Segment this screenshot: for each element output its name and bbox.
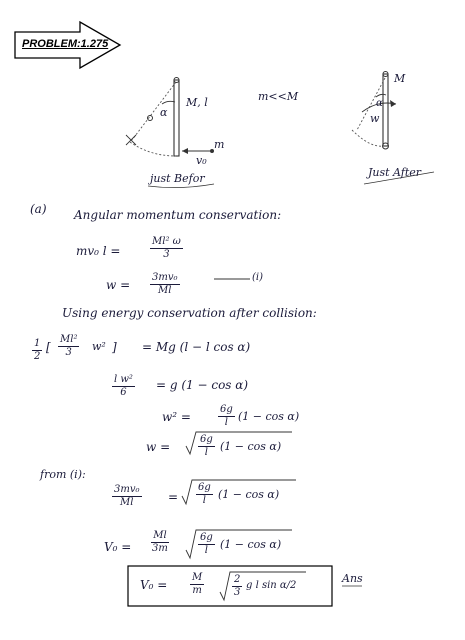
eq1-lhs: mv₀ l =	[76, 244, 121, 258]
eq7-tail: (1 − cos α)	[218, 488, 280, 501]
eq8-rad-den: l	[204, 545, 208, 556]
velocity-label-before: v₀	[196, 154, 207, 167]
eq3-rhs: = Mg (l − l cos α)	[142, 340, 251, 354]
eq7-rad-num: 6g	[198, 482, 211, 493]
eq5-num: 6g	[220, 404, 233, 415]
eq3-open-bracket: [	[46, 340, 51, 354]
eq6-num: 6g	[200, 434, 213, 445]
eq7-eq: =	[168, 490, 179, 504]
eq4-rhs: = g (1 − cos α)	[156, 378, 249, 392]
eq1-num: Ml² ω	[152, 236, 181, 247]
mass-label-before: m	[214, 138, 225, 151]
eq2-num: 3mv₀	[152, 272, 178, 283]
eq5-den: l	[224, 417, 228, 428]
eq2-lhs: w =	[106, 278, 131, 292]
from-label: from (i):	[40, 468, 86, 481]
eq3-inner-den: 3	[65, 347, 72, 358]
eq8-coef-num: Ml	[153, 530, 167, 541]
omega-label-after: w	[370, 112, 380, 125]
problem-title: PROBLEM:1.275	[22, 38, 109, 50]
eq6-lhs: w =	[146, 440, 171, 454]
eq3-half-num: 1	[34, 338, 41, 349]
final-rad-fraction	[232, 574, 242, 599]
rod-label: M, l	[186, 96, 208, 109]
eq8-tail: (1 − cos α)	[220, 538, 282, 551]
eq8-lhs: V₀ =	[104, 540, 132, 554]
eq3-close-bracket: ]	[112, 340, 117, 354]
eq3-half	[32, 338, 42, 363]
eq6-den: l	[204, 447, 208, 458]
eq3-half-den: 2	[34, 351, 41, 362]
eq8-rad-num: 6g	[200, 532, 213, 543]
eq2-tag: (i)	[252, 272, 264, 283]
eq4-den: 6	[120, 387, 127, 398]
alpha-label-after: α	[376, 98, 383, 109]
eq3-inner-num: Ml²	[60, 334, 78, 345]
eq6-rad-fraction	[198, 434, 215, 459]
eq4-num: l w²	[114, 374, 133, 385]
eq7-num: 3mv₀	[114, 484, 140, 495]
eq2-den: Ml	[158, 285, 172, 296]
heading-energy: Using energy conservation after collision:	[62, 306, 317, 320]
eq4-lhs-fraction	[112, 374, 135, 399]
final-tail: g l sin α/2	[246, 580, 297, 591]
final-coef-num: M	[192, 572, 203, 583]
eq1-den: 3	[163, 249, 170, 260]
mass-label-after: M	[394, 72, 406, 85]
alpha-label-before: α	[160, 106, 168, 119]
caption-before: just Befor	[150, 172, 205, 185]
answer-label: Ans	[342, 572, 363, 585]
heading-angular: Angular momentum conservation:	[74, 208, 282, 222]
eq7-rad-fraction	[196, 482, 213, 507]
eq5-lhs: w² =	[162, 410, 191, 424]
eq3-inner-fraction	[58, 334, 79, 359]
mass-condition: m<<M	[258, 90, 299, 103]
eq5-tail: (1 − cos α)	[238, 410, 300, 423]
eq1-rhs-fraction	[150, 236, 183, 261]
final-coef-fraction	[190, 572, 204, 597]
eq7-den: Ml	[120, 497, 134, 508]
eq8-coef-den: 3m	[152, 543, 168, 554]
part-label: (a)	[30, 202, 47, 216]
eq2-rhs-fraction	[150, 272, 180, 297]
caption-after: Just After	[368, 166, 422, 179]
eq3-inner-tail: w²	[92, 340, 106, 353]
eq7-lhs-fraction	[112, 484, 142, 509]
eq6-tail: (1 − cos α)	[220, 440, 282, 453]
final-rad-den: 3	[234, 587, 241, 598]
eq8-rad-fraction	[198, 532, 215, 557]
final-coef-den: m	[192, 585, 202, 596]
eq5-rhs-fraction	[218, 404, 235, 429]
eq8-coef-fraction	[150, 530, 170, 555]
eq7-rad-den: l	[202, 495, 206, 506]
final-rad-num: 2	[234, 574, 241, 585]
final-lhs: V₀ =	[140, 578, 168, 592]
